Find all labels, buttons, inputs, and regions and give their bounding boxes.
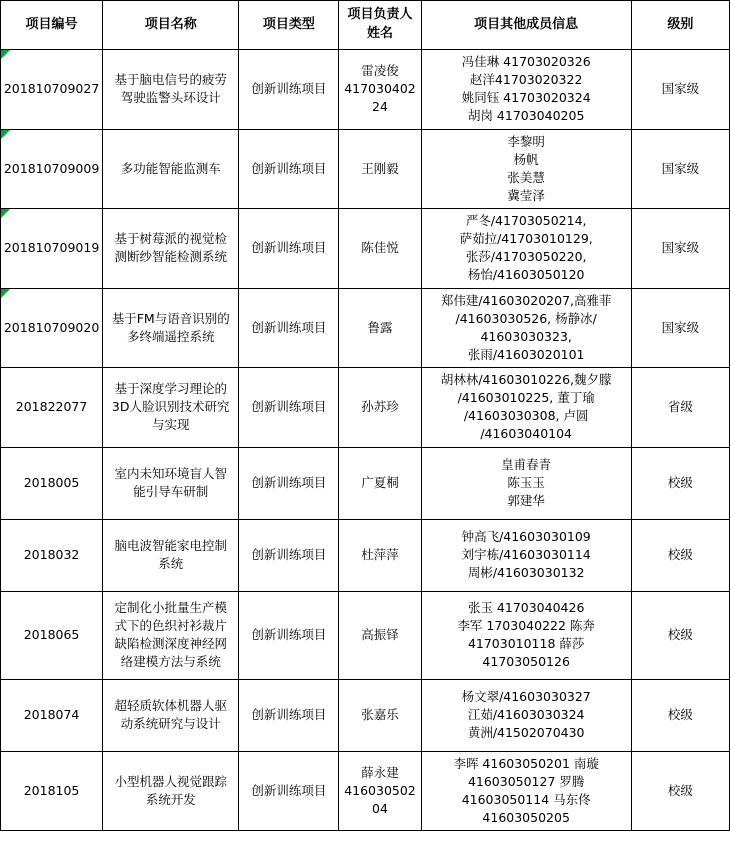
- project-member-line: 郭建华: [507, 493, 545, 509]
- project-name-line: 测断纱智能检测系统: [114, 249, 227, 265]
- cell-project-level: 国家级: [631, 288, 729, 368]
- project-name-line: 3D人脸识别技术研究: [111, 399, 230, 415]
- cell-project-type: 创新训练项目: [239, 751, 339, 831]
- project-member-line: 胡林林/41603010226,魏夕朦: [440, 372, 612, 387]
- project-member-line: 陈玉玉: [507, 474, 545, 490]
- project-member-line: 张莎/41703050220,: [465, 249, 587, 265]
- cell-project-name: [103, 129, 239, 209]
- cell-project-members: [421, 368, 631, 448]
- project-member-line: /41603040104: [480, 426, 573, 442]
- table-row: [1, 679, 730, 751]
- project-member-line: 李黎明: [507, 133, 545, 149]
- project-member-line: 严冬/41703050214,: [465, 213, 587, 228]
- column-header-type: 项目类型: [239, 1, 339, 50]
- cell-project-name: [103, 591, 239, 679]
- cell-project-type: 创新训练项目: [239, 129, 339, 209]
- project-name-line: 络建模方法与系统: [120, 654, 221, 670]
- project-member-line: 41603030323,: [480, 328, 572, 344]
- project-member-line: 刘宇栋/41603030114: [461, 546, 591, 562]
- project-name-line: 基于脑电信号的疲劳: [114, 72, 227, 88]
- table-row: [1, 50, 730, 130]
- project-member-line: 郑伟建/41603020207,高雅菲: [440, 292, 612, 308]
- project-member-line: 杨怡/41603050120: [467, 267, 585, 283]
- cell-project-code: 2018032: [1, 519, 103, 591]
- project-member-line: 李晖 41603050201 南璇: [453, 755, 599, 771]
- cell-project-members: [421, 209, 631, 289]
- cell-project-members: [421, 519, 631, 591]
- table-row: [1, 209, 730, 289]
- project-member-line: /41603030526, 杨静冰/: [455, 310, 597, 326]
- project-name-line: 基于深度学习理论的: [114, 381, 227, 397]
- cell-project-leader: [339, 368, 421, 448]
- project-name-line: 系统开发: [145, 791, 196, 807]
- cell-project-leader: [339, 129, 421, 209]
- cell-project-type: 创新训练项目: [239, 679, 339, 751]
- cell-project-type: 创新训练项目: [239, 591, 339, 679]
- cell-project-level: 国家级: [631, 129, 729, 209]
- project-member-line: 41603050205: [482, 809, 570, 825]
- table-row: [1, 751, 730, 831]
- project-leader-line: 薛永建: [361, 764, 399, 780]
- project-name-line: 驾驶监警头环设计: [120, 90, 221, 106]
- project-name-line: 缺陷检测深度神经网: [114, 636, 227, 651]
- project-member-line: 41703050126: [482, 654, 570, 670]
- project-leader-line: 24: [372, 99, 388, 115]
- cell-project-leader: [339, 679, 421, 751]
- project-member-line: /41603030308, 卢圆: [463, 408, 589, 424]
- project-member-line: 张雨/41603020101: [467, 346, 585, 362]
- project-name-line: 多终端遥控系统: [126, 328, 215, 344]
- cell-project-code: 2018005: [1, 447, 103, 519]
- project-leader-line: 孙苏珍: [361, 399, 399, 415]
- cell-project-members: [421, 447, 631, 519]
- project-name-line: 室内未知环境盲人智: [114, 465, 227, 481]
- cell-project-level: 校级: [631, 751, 729, 831]
- cell-project-level: 校级: [631, 447, 729, 519]
- cell-project-type: 创新训练项目: [239, 447, 339, 519]
- project-member-line: 41603050127 罗腾: [467, 773, 585, 789]
- project-leader-line: 杜萍萍: [361, 546, 399, 562]
- cell-project-members: [421, 50, 631, 130]
- project-member-line: 杨帆: [513, 151, 539, 167]
- project-member-line: 杨文翠/41603030327: [461, 688, 591, 704]
- column-header-code: 项目编号: [1, 1, 103, 50]
- cell-project-leader: [339, 288, 421, 368]
- project-member-line: 钟高飞/41603030109: [461, 528, 591, 544]
- table-body: [1, 50, 730, 831]
- table-row: [1, 129, 730, 209]
- project-member-line: 赵洋41703020322: [469, 72, 583, 88]
- table-row: [1, 519, 730, 591]
- project-member-line: 黄洲/41502070430: [467, 725, 585, 741]
- cell-project-code: 201810709027: [1, 50, 103, 130]
- cell-project-name: [103, 368, 239, 448]
- column-header-name: 项目名称: [103, 1, 239, 50]
- cell-project-leader: [339, 447, 421, 519]
- table-header-row: [1, 1, 730, 50]
- cell-project-name: [103, 288, 239, 368]
- project-member-line: 41703010118 薛莎: [467, 636, 585, 651]
- cell-project-level: 校级: [631, 679, 729, 751]
- cell-project-name: [103, 50, 239, 130]
- project-name-line: 基于树莓派的视觉检: [114, 231, 227, 247]
- cell-project-name: [103, 751, 239, 831]
- project-leader-line: 张嘉乐: [361, 706, 399, 722]
- project-name-line: 基于FM与语音识别的: [111, 310, 230, 326]
- table-row: [1, 368, 730, 448]
- project-member-line: 萨茹拉/41703010129,: [459, 231, 593, 247]
- project-leader-line: 417030402: [344, 81, 416, 97]
- cell-project-code: 2018074: [1, 679, 103, 751]
- project-member-line: 张美慧: [507, 169, 545, 185]
- cell-project-members: [421, 129, 631, 209]
- project-name-line: 脑电波智能家电控制: [114, 537, 227, 553]
- cell-project-type: 创新训练项目: [239, 519, 339, 591]
- cell-project-type: 创新训练项目: [239, 50, 339, 130]
- cell-project-name: [103, 209, 239, 289]
- project-member-line: 皇甫春青: [501, 456, 552, 472]
- cell-project-leader: [339, 751, 421, 831]
- project-member-line: 冀莹泽: [507, 187, 545, 203]
- cell-project-leader: [339, 591, 421, 679]
- project-member-line: 周彬/41603030132: [467, 565, 585, 581]
- cell-project-type: 创新训练项目: [239, 368, 339, 448]
- project-member-line: 江茹/41603030324: [467, 706, 585, 722]
- project-member-line: 李军 1703040222 陈奔: [457, 617, 595, 633]
- project-member-line: 张玉 41703040426: [467, 599, 585, 615]
- cell-project-type: 创新训练项目: [239, 209, 339, 289]
- project-name-line: 系统: [158, 556, 184, 571]
- project-name-line: 能引导车研制: [133, 484, 209, 499]
- project-member-line: 冯佳琳 41703020326: [461, 54, 591, 69]
- project-name-line: 动系统研究与设计: [120, 716, 221, 731]
- cell-project-leader: [339, 209, 421, 289]
- cell-project-level: 省级: [631, 368, 729, 448]
- project-member-line: 41603050114 马东佟: [461, 791, 591, 807]
- cell-project-name: [103, 679, 239, 751]
- cell-project-level: 国家级: [631, 209, 729, 289]
- column-header-leader: 项目负责人姓名: [339, 1, 421, 50]
- table-row: [1, 447, 730, 519]
- cell-project-type: 创新训练项目: [239, 288, 339, 368]
- project-leader-line: 雷凌俊: [361, 63, 399, 79]
- column-header-members: 项目其他成员信息: [421, 1, 631, 50]
- cell-project-members: [421, 679, 631, 751]
- cell-project-code: 2018065: [1, 591, 103, 679]
- cell-project-leader: [339, 50, 421, 130]
- column-header-level: 级别: [631, 1, 729, 50]
- project-leader-line: 高振铎: [361, 626, 399, 642]
- project-member-line: /41603010225, 董丁瑜: [457, 390, 595, 406]
- project-leader-line: 04: [372, 800, 388, 816]
- cell-project-members: [421, 591, 631, 679]
- cell-project-level: 国家级: [631, 50, 729, 130]
- cell-project-members: [421, 751, 631, 831]
- project-name-line: 与实现: [151, 417, 190, 433]
- table-header: [1, 1, 730, 50]
- table-row: [1, 591, 730, 679]
- project-leader-line: 广夏桐: [361, 474, 399, 490]
- cell-project-members: [421, 288, 631, 368]
- cell-project-level: 校级: [631, 591, 729, 679]
- project-name-line: 式下的色织衬衫裁片: [114, 617, 227, 633]
- cell-project-code: 201810709020: [1, 288, 103, 368]
- project-name-line: 超轻质软体机器人驱: [114, 697, 227, 713]
- cell-project-name: [103, 519, 239, 591]
- cell-project-level: 校级: [631, 519, 729, 591]
- project-leader-line: 鲁露: [367, 319, 393, 335]
- cell-project-leader: [339, 519, 421, 591]
- project-member-line: 胡岗 41703040205: [467, 108, 585, 124]
- project-name-line: 定制化小批量生产模: [114, 599, 227, 615]
- project-member-line: 姚同钰 41703020324: [461, 90, 591, 106]
- project-name-line: 多功能智能监测车: [120, 160, 221, 176]
- project-name-line: 小型机器人视觉跟踪: [114, 773, 227, 789]
- cell-project-code: 201810709009: [1, 129, 103, 209]
- project-leader-line: 王刚毅: [361, 160, 399, 176]
- cell-project-name: [103, 447, 239, 519]
- table-row: [1, 288, 730, 368]
- project-leader-line: 陈佳悦: [361, 240, 399, 256]
- cell-project-code: 201810709019: [1, 209, 103, 289]
- cell-project-code: 2018105: [1, 751, 103, 831]
- cell-project-code: 201822077: [1, 368, 103, 448]
- project-leader-line: 416030502: [344, 782, 416, 798]
